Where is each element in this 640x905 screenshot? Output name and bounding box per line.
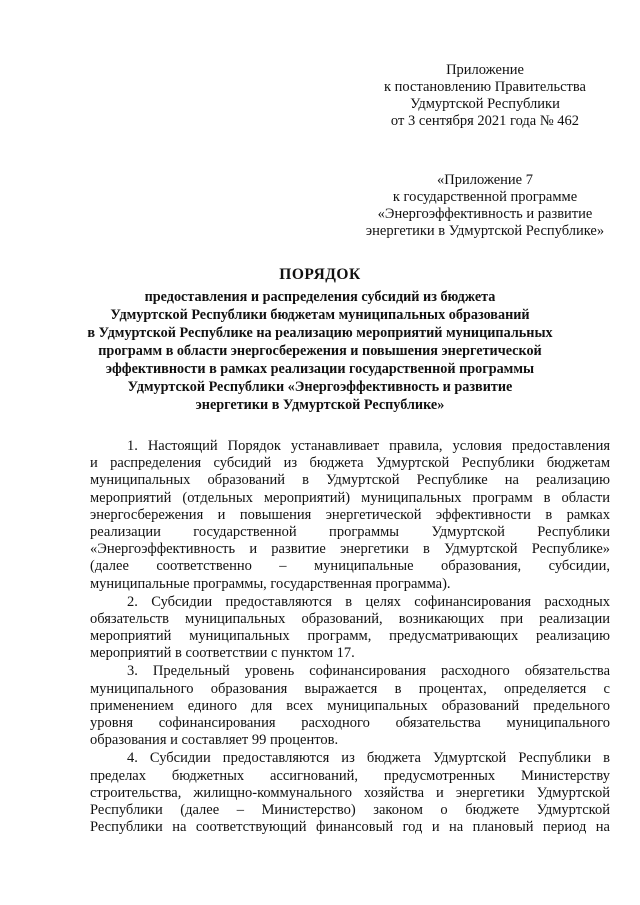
program-appendix-header	[340, 172, 630, 240]
subtitle-line: Удмуртской Республики «Энергоэффективность и развитие	[127, 379, 513, 395]
paragraph-line: обязательств муниципальных образований, возникающих при реализации	[90, 610, 610, 627]
subtitle-line: эффективности в рамках реализации государственной программы	[105, 361, 535, 377]
subtitle-line: программ в области энергосбережения и повышения энергетической	[98, 343, 542, 359]
paragraph-line: 4. Субсидии предоставляются из бюджета Удмуртской Республики в	[127, 750, 610, 767]
paragraph-line: (далее соответственно – муниципальные образования, субсидии,	[90, 558, 610, 575]
appendix-header-line: Удмуртской Республики	[410, 96, 560, 112]
document-subtitle	[40, 288, 600, 414]
paragraph-line: Республики (далее – Министерство) законом о бюджете Удмуртской	[90, 801, 610, 818]
paragraph-line: уровня софинансирования расходного обязательства муниципального	[90, 715, 610, 731]
paragraph-4	[90, 750, 610, 836]
paragraph-line: муниципального образования выражается в процентах, определяется с	[90, 680, 610, 697]
subtitle-line: в Удмуртской Республике на реализацию мероприятий муниципальных	[87, 325, 553, 341]
paragraph-line: 2. Субсидии предоставляются в целях софинансирования расходных	[127, 593, 610, 610]
paragraph-line: мероприятий в соответствии с пунктом 17.	[90, 645, 355, 662]
paragraph-line: пределах бюджетных ассигнований, предусмотренных Министерству	[90, 767, 610, 784]
paragraph-line: мероприятий муниципальных программ, предусматривающих реализацию	[90, 628, 610, 645]
paragraph-line: мероприятий (отдельных мероприятий) муниципальных программ в области	[90, 489, 610, 506]
paragraph-line: «Энергоэффективность и развитие энергетики в Удмуртской Республике»	[90, 541, 610, 558]
program-appendix-line: к государственной программе	[392, 189, 578, 205]
paragraph-line: муниципальные программы, государственная программа).	[90, 575, 451, 592]
paragraph-1	[90, 438, 610, 593]
paragraph-line: применением единого для всех муниципальных образований предельного	[90, 697, 610, 714]
paragraph-line: строительства, жилищно-коммунального хозяйства и энергетики Удмуртской	[90, 784, 610, 801]
appendix-header	[360, 62, 610, 130]
paragraph-line: муниципальных образований в Удмуртской Республике на реализацию	[90, 472, 610, 489]
subtitle-line: Удмуртской Республики бюджетам муниципальных образований	[110, 307, 530, 323]
paragraph-line: Республики на соответствующий финансовый год и на плановый период на	[90, 819, 610, 836]
appendix-header-line: Приложение	[446, 62, 524, 78]
document-body	[90, 438, 610, 836]
document-title: ПОРЯДОК	[279, 266, 361, 283]
paragraph-line: 1. Настоящий Порядок устанавливает правила, условия предоставления	[127, 438, 610, 454]
paragraph-2	[90, 594, 610, 663]
paragraph-line: и распределения субсидий из бюджета Удмуртской Республики бюджетам	[90, 455, 610, 472]
program-appendix-line: «Энергоэффективность и развитие	[377, 206, 593, 222]
program-appendix-line: энергетики в Удмуртской Республике»	[365, 223, 605, 239]
paragraph-3	[90, 663, 610, 749]
subtitle-line: предоставления и распределения субсидий из бюджета	[144, 289, 496, 305]
paragraph-line: реализации государственной программы Удмуртской Республики	[90, 523, 610, 540]
paragraph-line: образования и составляет 99 процентов.	[90, 732, 339, 749]
paragraph-line: энергосбережения и повышения энергетической эффективности в рамках	[90, 506, 610, 523]
program-appendix-line: «Приложение 7	[437, 172, 533, 188]
subtitle-line: энергетики в Удмуртской Республике»	[195, 397, 445, 413]
appendix-header-line: от 3 сентября 2021 года № 462	[390, 113, 580, 129]
paragraph-line: 3. Предельный уровень софинансирования расходного обязательства	[127, 663, 610, 680]
appendix-header-line: к постановлению Правительства	[384, 79, 586, 95]
